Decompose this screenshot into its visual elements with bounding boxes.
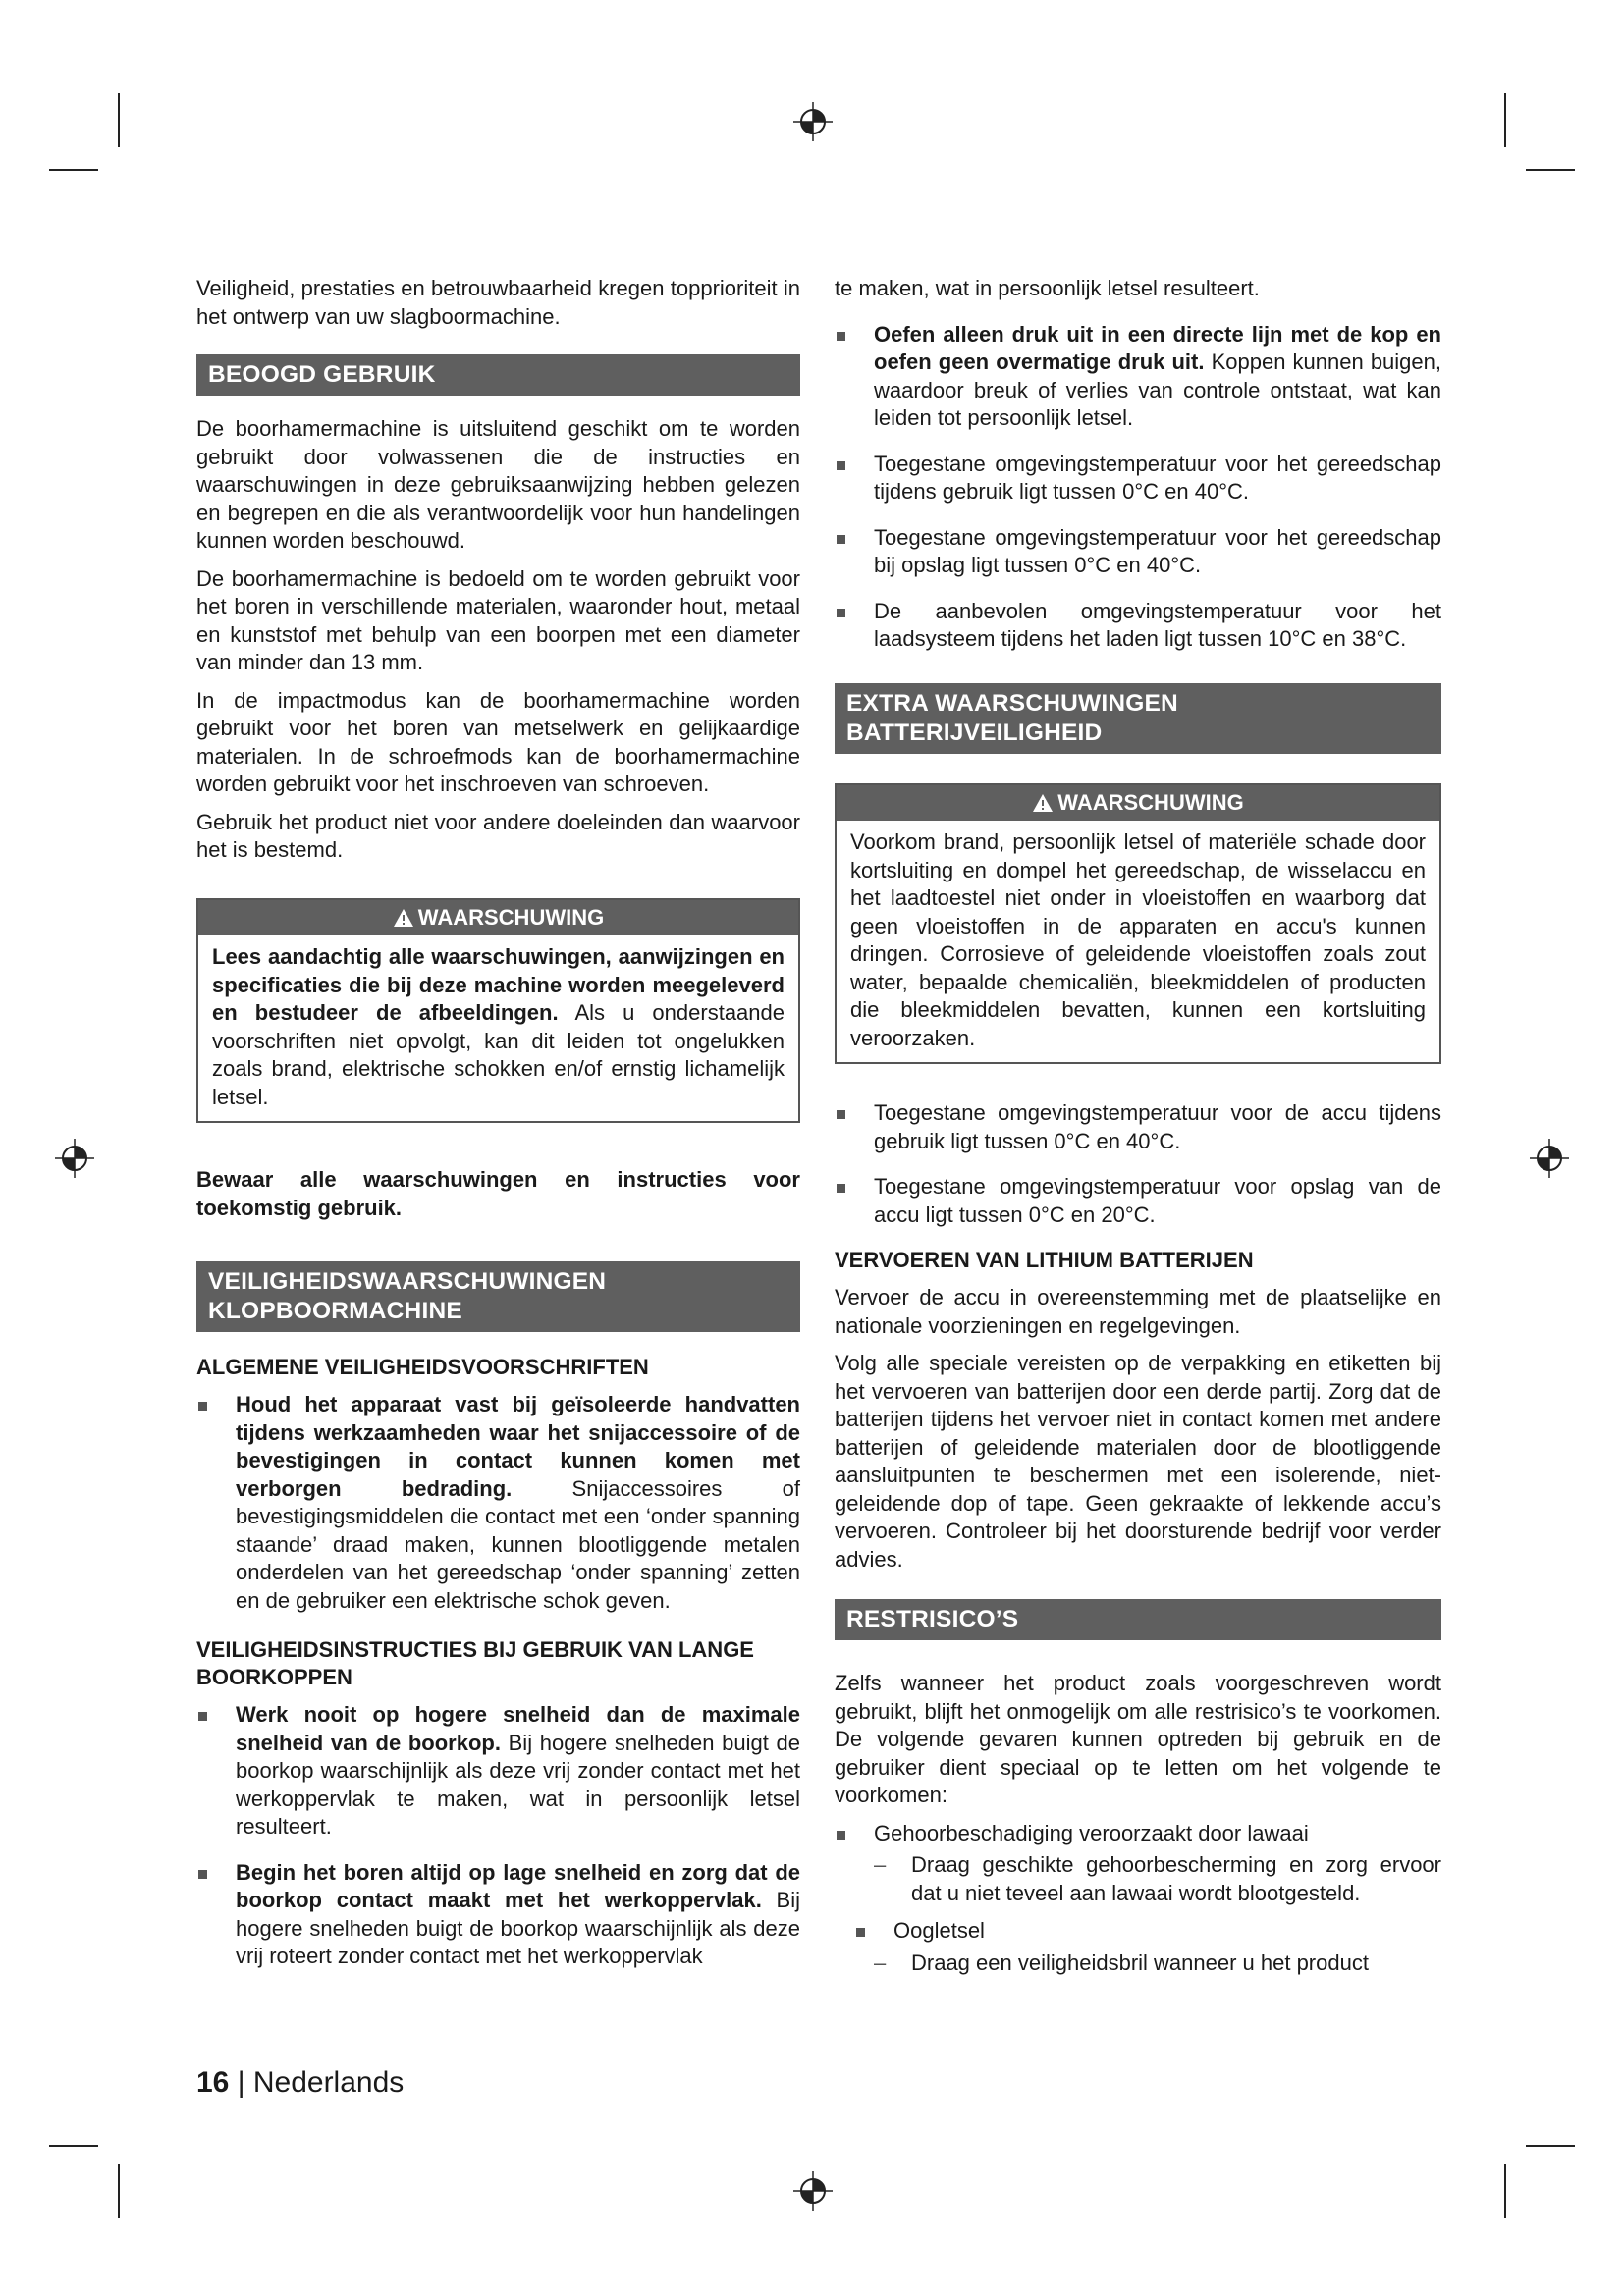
list-item <box>854 1917 1441 1977</box>
warning-box <box>835 783 1441 1065</box>
registration-mark-icon <box>791 2169 835 2213</box>
list-item <box>835 321 1441 433</box>
section-heading-safety <box>196 1261 800 1332</box>
warning-text: Voorkom brand, persoonlijk letsel of materiële schade door kortsluiting en dompel het gereedschap, de wisselaccu en het laadtoestel niet onder in vloeistoffen en waarborg dat geen vloeistoffen in de apparaten en accu's kunnen dringen. Corrosieve of geleidende vloeistoffen zoals zout water, bepaalde chemicaliën, bleekmiddelen of producten die bleekmiddelen bevatten, kunnen een kortsluiting veroorzaken. <box>850 829 1426 1050</box>
list-subitem: – Draag geschikte gehoorbescherming en zorg ervoor dat u niet teveel aan lawaai wordt blootgesteld. <box>874 1851 1441 1907</box>
bullet-bold: Werk nooit op hogere snelheid dan de maximale snelheid van de boorkop. <box>236 1702 800 1755</box>
crop-mark <box>1526 2145 1575 2147</box>
registration-mark-icon <box>791 100 835 143</box>
bullet-bold: Oefen alleen druk uit in een directe lijn met de kop en oefen geen overmatige druk uit. <box>874 321 1441 374</box>
warning-triangle-icon <box>393 908 414 928</box>
bullet-bold: Begin het boren altijd op lage snelheid en zorg dat de boorkop contact maakt met het werkoppervlak. <box>236 1859 800 1912</box>
paragraph: Zelfs wanneer het product zoals voorgeschreven wordt gebruikt, blijft het onmogelijk om alle restrisico’s te voorkomen. De volgende gevaren kunnen optreden bij gebruik en de gebruiker dient speciaal op te letten om het volgende te voorkomen: <box>835 1671 1441 1807</box>
warning-header <box>198 900 798 936</box>
footer-separator: | <box>229 2066 253 2099</box>
heading-line: EXTRA WAARSCHUWINGEN <box>846 689 1178 717</box>
warning-body-text: Als u onderstaande voorschriften niet opvolgt, kan dit leiden tot ongelukken zoals brand, elektrische schokken en/of ernstig lichamelijk letsel. <box>212 1000 785 1109</box>
list-subitem: – Draag een veiligheidsbril wanneer u het product <box>874 1949 1441 1978</box>
page-number: 16 <box>196 2066 230 2099</box>
paragraph: Gebruik het product niet voor andere doeleinden dan waarvoor het is bestemd. <box>196 809 800 862</box>
warning-header <box>837 785 1439 822</box>
subheading: ALGEMENE VEILIGHEIDSVOORSCHRIFTEN <box>196 1355 649 1379</box>
bullet-text: Koppen kunnen buigen, waardoor breuk of verlies van controle ontstaat, wat kan leiden tot persoonlijk letsel. <box>874 349 1441 430</box>
warning-bold-text: Lees aandachtig alle waarschuwingen, aanwijzingen en specificaties die bij deze machine worden meegeleverd en bestudeer de afbeeldingen. <box>212 944 785 1025</box>
warning-text <box>212 943 785 1111</box>
list-item <box>196 1701 800 1842</box>
list-item <box>196 1391 800 1615</box>
warning-title: WAARSCHUWING <box>417 904 605 930</box>
bullet-text: Snijaccessoires of bevestigingsmiddelen die contact met een ‘onder spanning staande’ draad maken, kunnen blootliggende metalen onderdelen van het gereedschap ‘onder spanning’ zetten en de gebruiker een elektrische schok geven. <box>236 1475 800 1613</box>
crop-mark <box>1504 93 1506 147</box>
intro-paragraph: Veiligheid, prestaties en betrouwbaarheid kregen topprioriteit in het ontwerp van uw slagboormachine. <box>196 276 800 329</box>
crop-mark <box>118 2164 120 2218</box>
continuation-text: te maken, wat in persoonlijk letsel resulteert. <box>835 276 1260 300</box>
crop-mark <box>49 169 98 171</box>
registration-mark-icon <box>1528 1137 1571 1180</box>
keep-instructions-text: Bewaar alle waarschuwingen en instructies voor toekomstig gebruik. <box>196 1167 800 1220</box>
list-item: Toegestane omgevingstemperatuur voor opslag van de accu ligt tussen 0°C en 20°C. <box>835 1173 1441 1229</box>
left-column <box>196 275 800 1989</box>
list-item: Toegestane omgevingstemperatuur voor het gereedschap tijdens gebruik ligt tussen 0°C en 40°C. <box>835 451 1441 507</box>
subheading: VEILIGHEIDSINSTRUCTIES BIJ GEBRUIK VAN LANGE BOORKOPPEN <box>196 1637 754 1689</box>
risk-item: Oogletsel <box>893 1918 985 1943</box>
warning-title: WAARSCHUWING <box>1057 789 1244 815</box>
heading-line: VEILIGHEIDSWAARSCHUWINGEN <box>208 1268 607 1295</box>
right-column <box>835 275 1441 1987</box>
bullet-text: Bij hogere snelheden buigt de boorkop waarschijnlijk als deze vrij zonder contact met het werkoppervlak te maken, wat in persoonlijk letsel resulteert. <box>236 1730 800 1839</box>
section-heading-battery <box>835 683 1441 754</box>
section-heading-intended-use: BEOOGD GEBRUIK <box>196 354 800 396</box>
bullet-bold: Houd het apparaat vast bij geïsoleerde handvatten tijdens werkzaamheden waar het snijaccessoire of de bevestigingen in contact kunnen komen met verborgen bedrading. <box>236 1392 800 1501</box>
list-item <box>196 1859 800 1971</box>
subheading: VERVOEREN VAN LITHIUM BATTERIJEN <box>835 1248 1254 1272</box>
list-item: Toegestane omgevingstemperatuur voor de accu tijdens gebruik ligt tussen 0°C en 40°C. <box>835 1099 1441 1155</box>
heading-line: KLOPBOORMACHINE <box>208 1298 462 1324</box>
warning-triangle-icon <box>1032 793 1054 813</box>
list-item: Toegestane omgevingstemperatuur voor het gereedschap bij opslag ligt tussen 0°C en 40°C. <box>835 524 1441 580</box>
crop-mark <box>1504 2164 1506 2218</box>
page-footer <box>196 2066 404 2100</box>
keep-instructions <box>196 1166 800 1222</box>
paragraph: De boorhamermachine is uitsluitend geschikt om te worden gebruikt door volwassenen die de instructies en waarschuwingen in deze gebruiksaanwijzing hebben gelezen en begrepen en die als verantwoordelijk voor hun handelingen kunnen worden beschouwd. <box>196 416 800 553</box>
registration-mark-icon <box>53 1137 96 1180</box>
warning-box <box>196 898 800 1124</box>
footer-language: Nederlands <box>252 2066 405 2099</box>
crop-mark <box>49 2145 98 2147</box>
crop-mark <box>1526 169 1575 171</box>
section-heading-risks: RESTRISICO’S <box>835 1599 1441 1640</box>
paragraph: Vervoer de accu in overeenstemming met de plaatselijke en nationale voorzieningen en regelgevingen. <box>835 1285 1441 1338</box>
risk-item: Gehoorbeschadiging veroorzaakt door lawaai <box>874 1820 1309 1845</box>
paragraph: De boorhamermachine is bedoeld om te worden gebruikt voor het boren in verschillende materialen, waaronder hout, metaal en kunststof met behulp van een boorpen met een diameter van minder dan 13 mm. <box>196 565 800 674</box>
list-item <box>835 1820 1441 1908</box>
list-item: De aanbevolen omgevingstemperatuur voor het laadsysteem tijdens het laden ligt tussen 10°C en 38°C. <box>835 598 1441 654</box>
crop-mark <box>118 93 120 147</box>
paragraph: In de impactmodus kan de boorhamermachine worden gebruikt voor het boren van metselwerk en gelijkaardige materialen. In de schroefmods kan de boorhamermachine worden gebruikt voor het inschroeven van schroeven. <box>196 687 800 796</box>
bullet-text: Bij hogere snelheden buigt de boorkop waarschijnlijk als deze vrij roteert zonder contact met het werkoppervlak <box>236 1888 800 1968</box>
heading-line: BATTERIJVEILIGHEID <box>846 719 1103 746</box>
paragraph: Volg alle speciale vereisten op de verpakking en etiketten bij het vervoeren van batterijen door een derde partij. Zorg dat de batterijen tijdens het vervoer niet in contact komen met andere batterijen of geleidende materialen door de blootliggende aansluitpunten te beschermen met een isolerende, niet-geleidende dop of tape. Geen gekraakte of lekkende accu’s vervoeren. Controleer bij het doorsturende bedrijf voor verder advies. <box>835 1351 1441 1572</box>
